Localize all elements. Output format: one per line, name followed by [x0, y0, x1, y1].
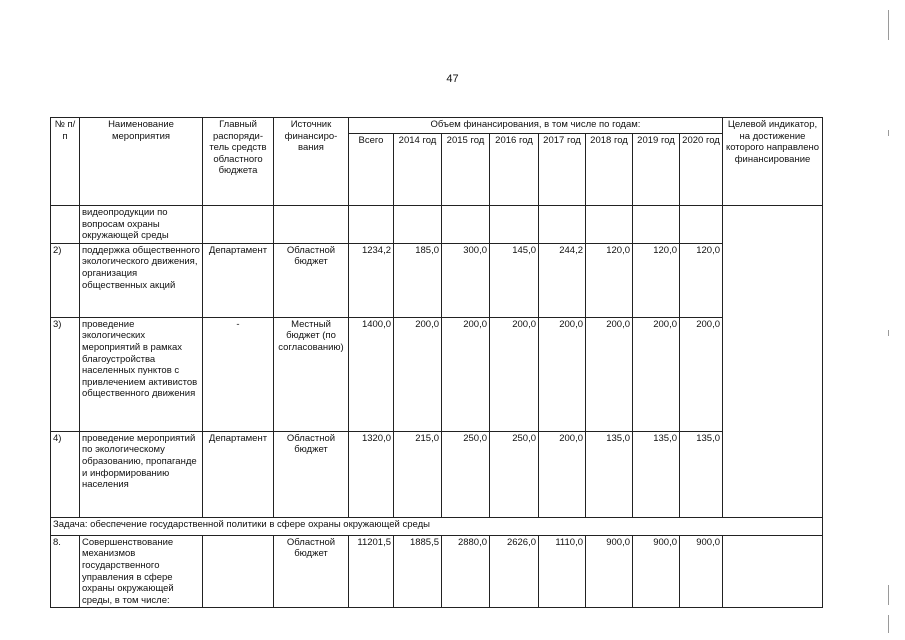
header-source: Источник финансиро- вания [274, 118, 349, 206]
row-source: Областной бюджет [274, 243, 349, 317]
header-year: 2016 год [490, 134, 539, 206]
row-year-value: 900,0 [680, 535, 723, 608]
row-total [349, 206, 394, 244]
row-num: 3) [51, 317, 80, 431]
row-name: Совершенствование механизмов государственного управления в сфере охраны окружающей среды, в том числе: [80, 535, 203, 608]
row-year-value: 215,0 [394, 431, 442, 517]
row-name: поддержка общественного экологического движения, организация общественных акций [80, 243, 203, 317]
header-year: 2017 год [539, 134, 586, 206]
row-year-value: 135,0 [680, 431, 723, 517]
row-year-value: 185,0 [394, 243, 442, 317]
target-indicator-cell [723, 206, 823, 518]
row-total: 1234,2 [349, 243, 394, 317]
row-year-value: 120,0 [586, 243, 633, 317]
row-year-value: 200,0 [442, 317, 490, 431]
row-year-value: 2626,0 [490, 535, 539, 608]
row-year-value: 244,2 [539, 243, 586, 317]
row-year-value: 200,0 [539, 317, 586, 431]
header-year: 2015 год [442, 134, 490, 206]
header-name: Наименование мероприятия [80, 118, 203, 206]
row-year-value: 200,0 [680, 317, 723, 431]
row-year-value: 300,0 [442, 243, 490, 317]
financing-table [50, 117, 823, 608]
header-year: 2014 год [394, 134, 442, 206]
row-source [274, 206, 349, 244]
row-name: проведение экологических мероприятий в рамках благоустройства населенных пунктов с привлечением активистов общественного движения [80, 317, 203, 431]
row-manager: - [203, 317, 274, 431]
table-row [51, 206, 823, 244]
header-year: 2018 год [586, 134, 633, 206]
row-year-value: 120,0 [633, 243, 680, 317]
row-year-value: 200,0 [490, 317, 539, 431]
row-total: 11201,5 [349, 535, 394, 608]
page-number: 47 [446, 73, 459, 85]
table-row [51, 317, 823, 431]
header-target: Целевой индикатор, на достижение которого направлено финансирование [723, 118, 823, 206]
header-total: Всего [349, 134, 394, 206]
row-source: Областной бюджет [274, 535, 349, 608]
row-total: 1400,0 [349, 317, 394, 431]
row-year-value: 250,0 [490, 431, 539, 517]
scan-margin-marks [888, 0, 891, 640]
header-manager: Главный распоряди- тель средств областного бюджета [203, 118, 274, 206]
row-year-value: 1110,0 [539, 535, 586, 608]
row-year-value: 900,0 [586, 535, 633, 608]
row-year-value: 250,0 [442, 431, 490, 517]
row-num: 8. [51, 535, 80, 608]
row-source: Областной бюджет [274, 431, 349, 517]
task-row [51, 517, 823, 535]
row-year-value: 2880,0 [442, 535, 490, 608]
table-row [51, 431, 823, 517]
row-manager: Департамент [203, 243, 274, 317]
row-year-value [680, 206, 723, 244]
row-year-value: 1885,5 [394, 535, 442, 608]
row-source: Местный бюджет (по согласованию) [274, 317, 349, 431]
row-year-value: 200,0 [539, 431, 586, 517]
row-year-value [490, 206, 539, 244]
header-year: 2019 год [633, 134, 680, 206]
row-year-value: 120,0 [680, 243, 723, 317]
row-name: проведение мероприятий по экологическому образованию, пропаганде и информированию населения [80, 431, 203, 517]
row-year-value [394, 206, 442, 244]
header-volume: Объем финансирования, в том числе по годам: [349, 118, 723, 134]
row-year-value: 200,0 [394, 317, 442, 431]
target-indicator-cell [723, 535, 823, 608]
row-name: видеопродукции по вопросам охраны окружающей среды [80, 206, 203, 244]
row-year-value [539, 206, 586, 244]
row-year-value: 135,0 [633, 431, 680, 517]
row-year-value: 145,0 [490, 243, 539, 317]
row-total: 1320,0 [349, 431, 394, 517]
row-manager [203, 535, 274, 608]
header-year: 2020 год [680, 134, 723, 206]
table-row [51, 243, 823, 317]
row-manager [203, 206, 274, 244]
row-num [51, 206, 80, 244]
row-manager: Департамент [203, 431, 274, 517]
row-year-value: 200,0 [586, 317, 633, 431]
table-row [51, 535, 823, 608]
row-num: 2) [51, 243, 80, 317]
row-year-value: 200,0 [633, 317, 680, 431]
task-heading: Задача: обеспечение государственной политики в сфере охраны окружающей среды [51, 517, 823, 535]
row-year-value [442, 206, 490, 244]
row-year-value [633, 206, 680, 244]
row-year-value: 135,0 [586, 431, 633, 517]
row-num: 4) [51, 431, 80, 517]
row-year-value [586, 206, 633, 244]
row-year-value: 900,0 [633, 535, 680, 608]
header-num: № п/п [51, 118, 80, 206]
